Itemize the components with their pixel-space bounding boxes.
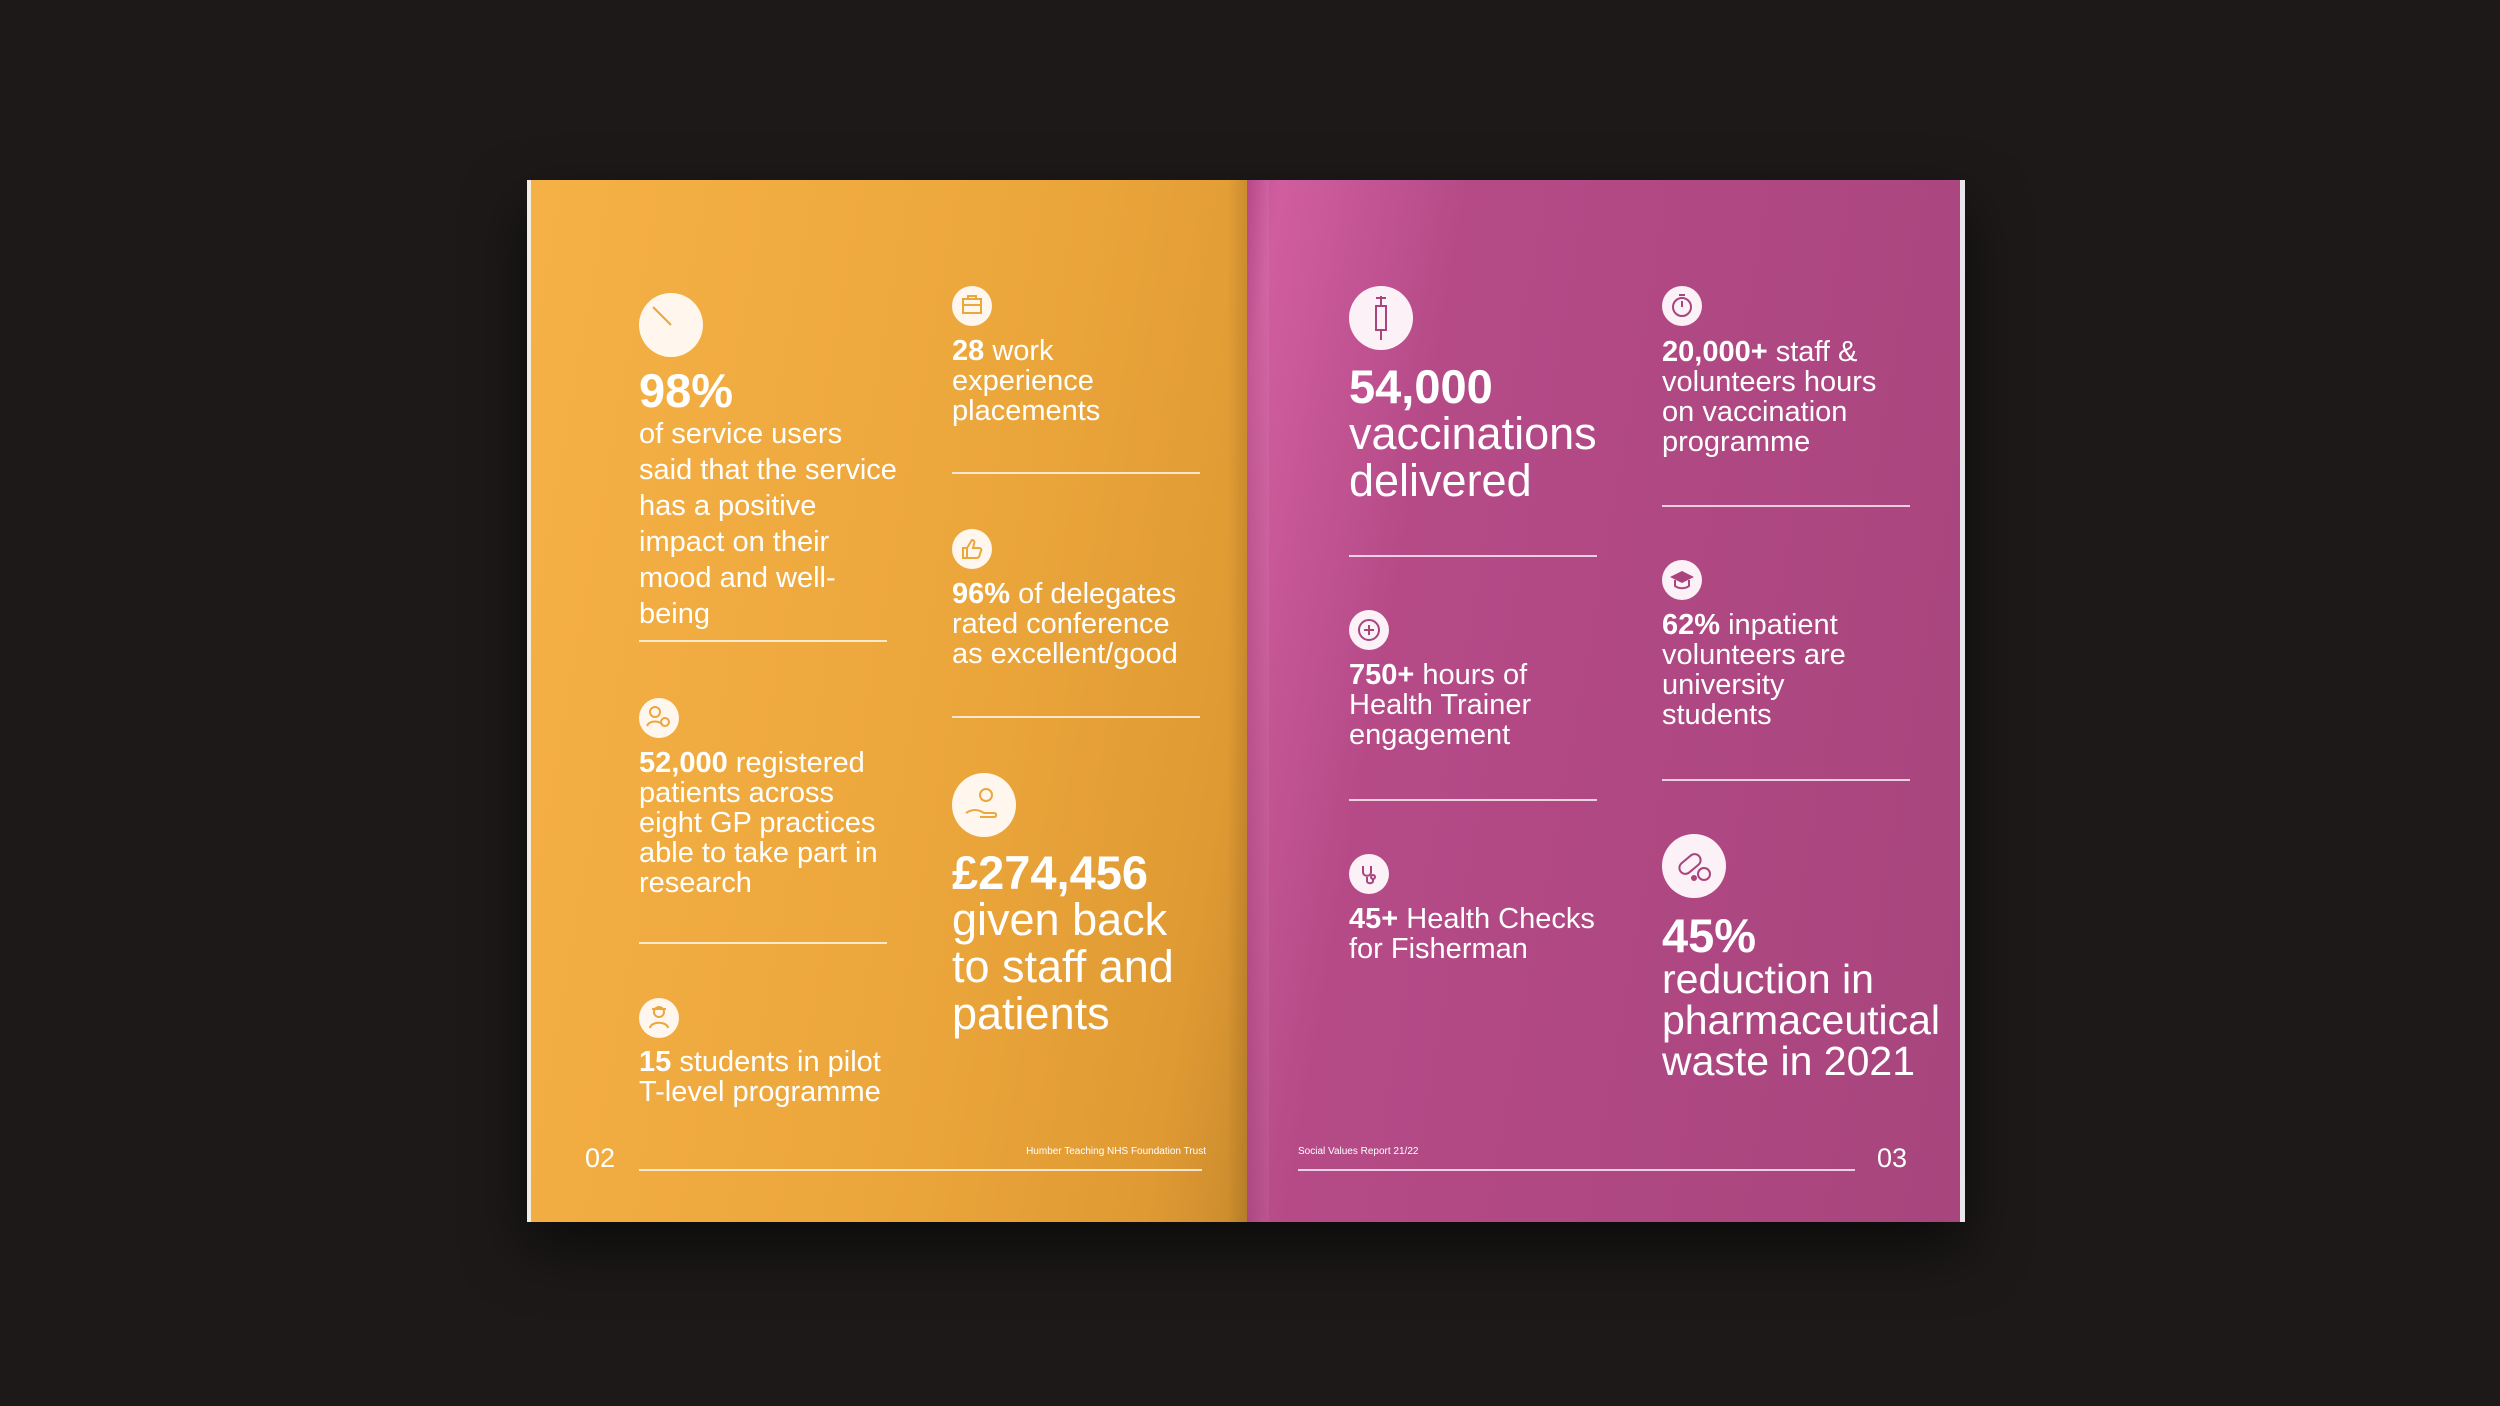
stat-text: staff & volunteers hours on vaccination programme [1662, 336, 1877, 458]
stat-text: hours of Health Trainer engagement [1349, 659, 1532, 751]
stethoscope-icon [1349, 854, 1389, 894]
divider [639, 942, 887, 944]
stat-62-percent [1662, 610, 1862, 730]
divider [1662, 505, 1910, 507]
stat-52000 [639, 748, 889, 898]
page-number: 02 [585, 1143, 616, 1173]
stat-text: of delegates rated conference as excellent/good [952, 578, 1178, 670]
stat-text: of service users said that the service has a positive impact on their mood and well-being [639, 418, 897, 630]
stat-45-health-checks [1349, 904, 1599, 964]
footer-text: Humber Teaching NHS Foundation Trust [1026, 1146, 1206, 1157]
stat-value: 62% [1662, 609, 1721, 641]
stat-value: 20,000+ [1662, 336, 1768, 368]
divider [1662, 779, 1910, 781]
stat-value: 15 [639, 1046, 672, 1078]
stat-15-students [639, 1047, 889, 1107]
footer-text: Social Values Report 21/22 [1298, 1146, 1419, 1157]
stat-text: students in pilot T-level programme [639, 1046, 881, 1108]
divider [639, 640, 887, 642]
stat-text: Health Checks for Fisherman [1349, 903, 1595, 965]
divider [1349, 799, 1597, 801]
stat-text: inpatient volunteers are university students [1662, 609, 1846, 731]
left-page [527, 180, 1251, 1222]
pie-chart-icon [639, 293, 703, 357]
stat-20000-hours [1662, 337, 1892, 457]
work-placement-icon [952, 286, 992, 326]
people-icon [639, 698, 679, 738]
student-icon [639, 998, 679, 1038]
stat-value: 96% [952, 578, 1011, 610]
stat-54000-vaccinations [1349, 360, 1609, 506]
stat-750-hours [1349, 660, 1579, 750]
divider [952, 716, 1200, 718]
divider [1349, 555, 1597, 557]
stat-28-placements [952, 336, 1132, 426]
pills-icon [1662, 834, 1726, 898]
stat-money-given-back [952, 846, 1212, 1039]
stat-98-percent [639, 364, 899, 632]
stat-value: 52,000 [639, 747, 728, 779]
health-plus-icon [1349, 610, 1389, 650]
stat-text: work experience placements [952, 335, 1101, 427]
stat-45-percent-waste [1662, 909, 1941, 1084]
graduation-cap-icon [1662, 560, 1702, 600]
brochure-spread [527, 180, 1967, 1222]
stat-value: 98% [639, 364, 734, 417]
stat-text: reduction in pharmaceutical waste in 2021 [1662, 956, 1941, 1084]
stat-text: given back to staff and patients [952, 894, 1174, 1039]
hand-coin-icon [952, 773, 1016, 837]
stat-value: 750+ [1349, 659, 1415, 691]
stopwatch-icon [1662, 286, 1702, 326]
stat-value: £274,456 [952, 846, 1149, 899]
page-number: 03 [1877, 1143, 1908, 1173]
divider [952, 472, 1200, 474]
stat-value: 54,000 [1349, 360, 1493, 413]
stat-text: vaccinations delivered [1349, 408, 1597, 506]
stat-text: registered patients across eight GP practices able to take part in research [639, 747, 878, 899]
right-page [1247, 180, 1965, 1222]
footer-rule [639, 1169, 1202, 1171]
stat-value: 45% [1662, 909, 1757, 962]
stat-value: 28 [952, 335, 985, 367]
stat-value: 45+ [1349, 903, 1399, 935]
thumbs-up-icon [952, 529, 992, 569]
footer-rule [1298, 1169, 1855, 1171]
syringe-icon [1349, 286, 1413, 350]
stat-96-percent [952, 579, 1182, 669]
